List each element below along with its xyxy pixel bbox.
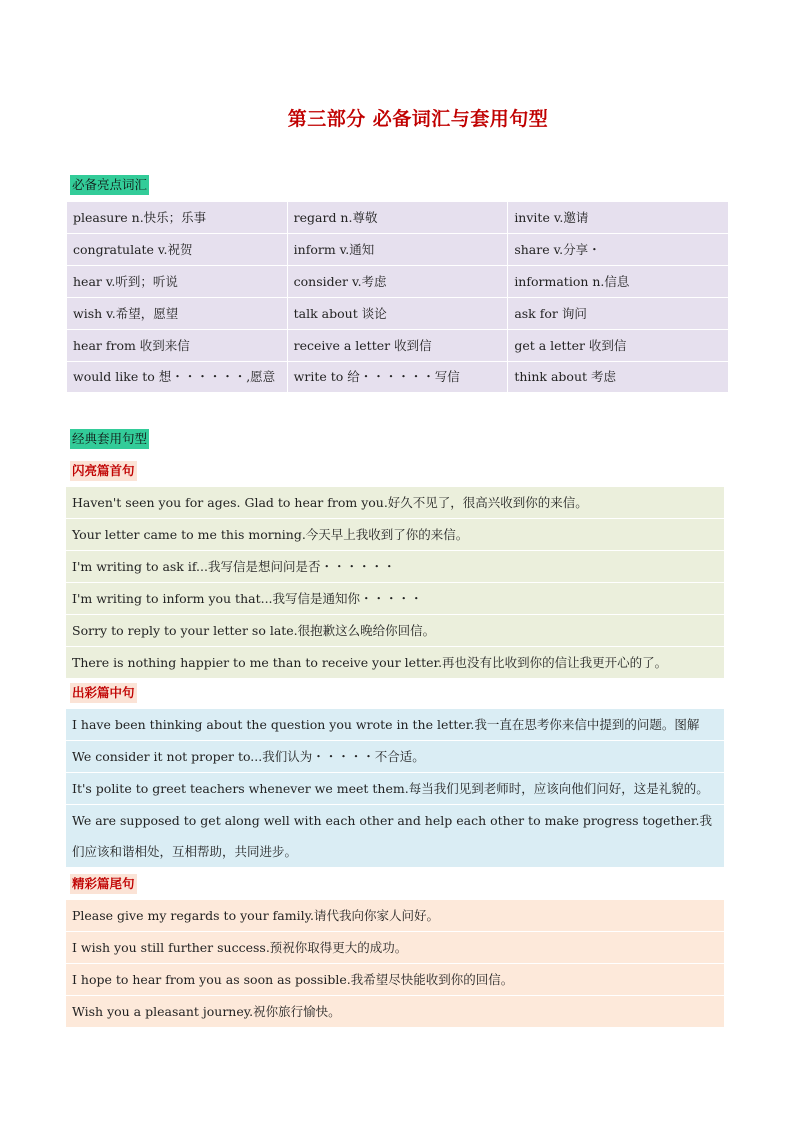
list-item: I hope to hear from you as soon as possible.我希望尽快能收到你的回信。	[66, 964, 724, 996]
table-row	[67, 362, 729, 393]
closing-sentences	[66, 900, 724, 1028]
table-row	[67, 298, 729, 330]
list-item: We consider it not proper to...我们认为・・・・・不合适。	[66, 741, 724, 773]
vocab-cell: invite v.邀请	[508, 202, 729, 234]
vocab-heading: 必备亮点词汇	[70, 175, 149, 195]
list-item: I'm writing to ask if...我写信是想问问是否・・・・・・	[66, 551, 724, 583]
vocab-cell: think about 考虑	[508, 362, 729, 393]
list-item: Haven't seen you for ages. Glad to hear from you.好久不见了，很高兴收到你的来信。	[66, 487, 724, 519]
vocab-cell: wish v.希望，愿望	[67, 298, 288, 330]
page-title: 第三部分 必备词汇与套用句型	[287, 108, 549, 130]
vocab-cell: receive a letter 收到信	[287, 330, 508, 362]
table-row	[67, 266, 729, 298]
vocab-cell: regard n.尊敬	[287, 202, 508, 234]
group-heading-middle: 出彩篇中句	[70, 683, 137, 703]
table-row	[67, 234, 729, 266]
group-heading-closing: 精彩篇尾句	[70, 874, 137, 894]
vocab-cell: congratulate v.祝贺	[67, 234, 288, 266]
opening-sentences	[66, 487, 724, 679]
list-item: There is nothing happier to me than to receive your letter.再也没有比收到你的信让我更开心的了。	[66, 647, 724, 679]
vocab-cell: write to 给・・・・・・写信	[287, 362, 508, 393]
vocab-table	[66, 201, 729, 393]
table-row	[67, 330, 729, 362]
list-item: It's polite to greet teachers whenever we meet them.每当我们见到老师时，应该向他们问好，这是礼貌的。	[66, 773, 724, 805]
vocab-cell: would like to 想・・・・・・,愿意	[67, 362, 288, 393]
table-row	[67, 202, 729, 234]
list-item: Wish you a pleasant journey.祝你旅行愉快。	[66, 996, 724, 1028]
vocab-cell: share v.分享・	[508, 234, 729, 266]
sentence-heading: 经典套用句型	[70, 429, 149, 449]
vocab-cell: hear v.听到；听说	[67, 266, 288, 298]
vocab-cell: ask for 询问	[508, 298, 729, 330]
middle-sentences	[66, 709, 724, 868]
list-item: We are supposed to get along well with each other and help each other to make progress together.我们应该和谐相处，互相帮助，共同进步。	[66, 805, 724, 868]
vocab-cell: hear from 收到来信	[67, 330, 288, 362]
vocab-cell: information n.信息	[508, 266, 729, 298]
list-item: Sorry to reply to your letter so late.很抱歉这么晚给你回信。	[66, 615, 724, 647]
vocab-cell: inform v.通知	[287, 234, 508, 266]
vocab-cell: consider v.考虑	[287, 266, 508, 298]
vocab-cell: pleasure n.快乐；乐事	[67, 202, 288, 234]
list-item: Please give my regards to your family.请代我向你家人问好。	[66, 900, 724, 932]
list-item: I'm writing to inform you that...我写信是通知你・・・・・	[66, 583, 724, 615]
vocab-cell: get a letter 收到信	[508, 330, 729, 362]
group-heading-opening: 闪亮篇首句	[70, 461, 137, 481]
vocab-cell: talk about 谈论	[287, 298, 508, 330]
list-item: Your letter came to me this morning.今天早上我收到了你的来信。	[66, 519, 724, 551]
list-item: I wish you still further success.预祝你取得更大的成功。	[66, 932, 724, 964]
list-item: I have been thinking about the question you wrote in the letter.我一直在思考你来信中提到的问题。图解	[66, 709, 724, 741]
